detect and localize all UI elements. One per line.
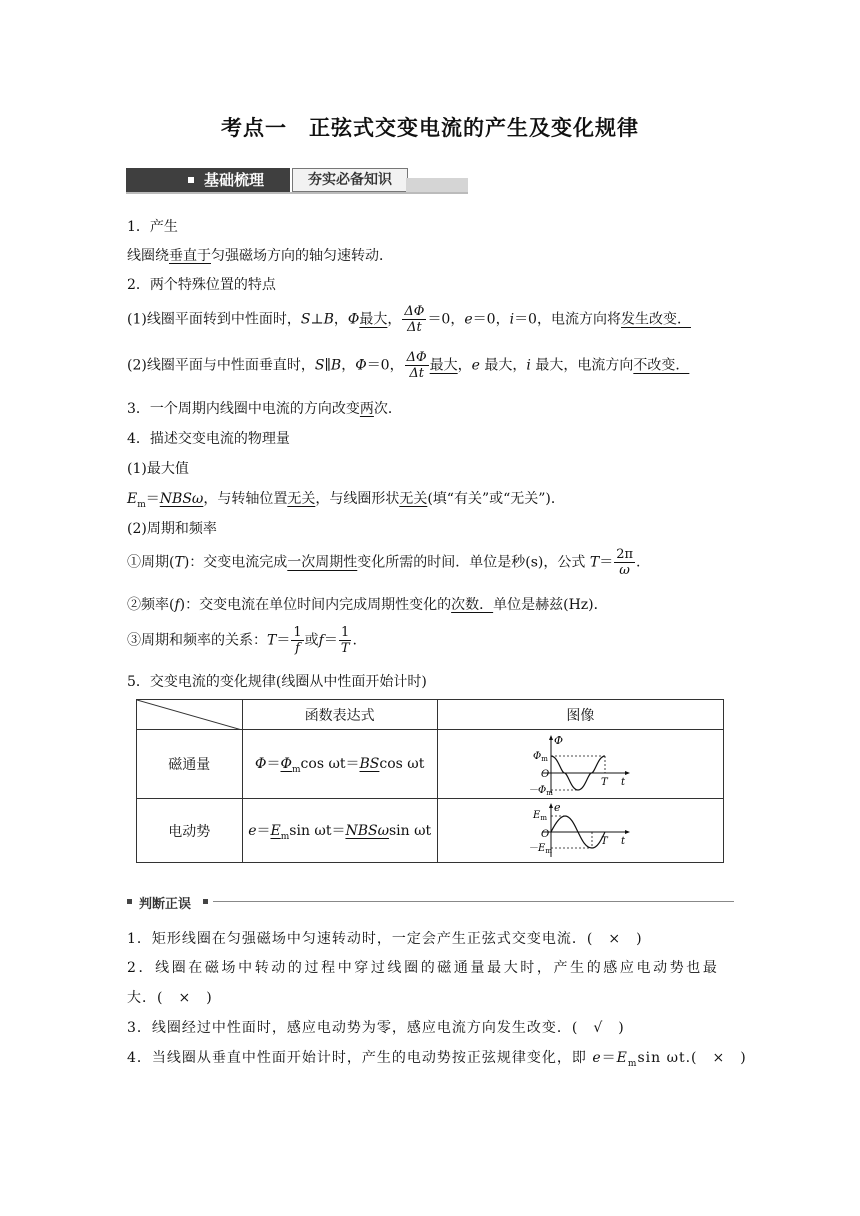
underlined-answer: NBSω	[345, 822, 389, 839]
var-t: T	[174, 554, 184, 571]
text: ＝0，	[472, 311, 510, 328]
subscript: m	[292, 764, 301, 775]
text: ，与线圈形状	[315, 491, 400, 507]
text: ②频率(	[127, 597, 175, 613]
text: 最大，电流方向	[530, 357, 634, 374]
underlined-answer: 垂直于	[169, 248, 211, 264]
text: ＝0，	[366, 357, 404, 374]
var-s: S	[300, 311, 311, 328]
graph-bottom-label: $-E_m$	[528, 842, 553, 855]
var-e: E	[270, 822, 281, 839]
row-label: 磁通量	[137, 730, 243, 799]
text: 或	[304, 632, 319, 649]
text: .	[636, 554, 641, 571]
underlined-answer: 无关	[399, 491, 428, 507]
text: 4．当线圈从垂直中性面开始计时，产生的电动势按正弦规律变化，即	[127, 1050, 593, 1066]
graph-y-label: e	[554, 801, 561, 814]
judge-item-4	[127, 1047, 747, 1069]
fraction-denominator: Δt	[409, 366, 424, 381]
var-e: e	[471, 357, 480, 374]
page-title: 考点一 正弦式交变电流的产生及变化规律	[221, 116, 639, 140]
text: ，与转轴位置	[203, 491, 288, 507]
t-axis-arrow	[625, 771, 630, 775]
fraction-numerator: 2π	[616, 547, 634, 562]
relation-line	[127, 625, 357, 656]
text: 匀强磁场方向的轴匀速转动．	[211, 248, 393, 264]
text: )：交变电流在单位时间内完成周期性变化的	[179, 597, 452, 613]
judge-item-2-line1: 2．线圈在磁场中转动的过程中穿过线圈的磁通量最大时，产生的感应电动势也最	[127, 960, 720, 976]
text: ＝	[331, 822, 346, 839]
table-row	[137, 730, 724, 799]
graph-origin-label: O	[541, 769, 550, 780]
fraction-denominator: Δt	[407, 320, 422, 335]
var-t: T	[589, 554, 600, 571]
text: ＝	[599, 554, 614, 571]
banner-underline	[126, 192, 468, 194]
graph-top-label: $\Phi_m$	[533, 751, 549, 763]
s4-p1-text	[127, 488, 565, 510]
table-header-row	[137, 700, 724, 730]
subscript: m	[137, 499, 146, 510]
text: ，	[333, 311, 348, 328]
subscript: m	[627, 1058, 638, 1069]
underlined-answer: 一次周期性	[287, 554, 358, 571]
diagonal-line	[137, 700, 242, 730]
text: ＝	[145, 491, 160, 507]
text: .	[352, 632, 357, 649]
s3-text	[127, 398, 402, 418]
underlined-answer: 次数．	[451, 597, 494, 613]
graph-y-label: Φ	[554, 734, 564, 747]
header-rule	[213, 901, 734, 902]
s2-point1	[127, 304, 691, 335]
text: cos ωt	[300, 756, 346, 773]
judge-section-header	[127, 893, 734, 911]
text: ＝	[345, 756, 360, 773]
graph-origin-label: O	[541, 828, 550, 840]
y-axis-arrow	[549, 735, 553, 740]
banner-label-box	[126, 168, 290, 192]
expression-cell	[242, 730, 437, 799]
text: ，	[341, 357, 356, 374]
s4-heading: 4．描述交变电流的物理量	[127, 431, 290, 447]
text: 线圈绕	[127, 248, 169, 264]
graph-t-label: t	[621, 777, 626, 788]
var-s: S	[314, 357, 325, 374]
text: sin ωt	[289, 822, 332, 839]
y-axis-arrow	[549, 803, 553, 808]
judge-item-2-line2: 大．( × )	[127, 990, 213, 1006]
var-phi: Φ	[255, 756, 267, 773]
var-b: B	[323, 311, 334, 328]
underlined-answer: 发生改变．	[620, 311, 691, 328]
fraction-denominator: ω	[619, 563, 630, 578]
var-phi: Φ	[347, 311, 360, 328]
text: ＝	[256, 822, 271, 839]
fraction-dphi-dt	[405, 350, 429, 381]
expression-cell	[242, 799, 437, 863]
judge-header-label: 判断正误	[139, 897, 192, 912]
fraction-numerator: ΔΦ	[406, 350, 427, 365]
underlined-answer: 两	[359, 401, 374, 417]
fraction-dphi-dt	[402, 304, 426, 335]
t-axis-arrow	[625, 830, 630, 834]
fraction-numerator: ΔΦ	[404, 304, 425, 319]
graph-cell	[437, 799, 723, 863]
var-e: e	[464, 311, 473, 328]
graph-period-label: T	[601, 835, 609, 847]
text: 次．	[373, 401, 402, 417]
square-bullet-icon	[203, 899, 208, 904]
ac-table	[136, 699, 724, 863]
fraction-denominator: T	[340, 641, 350, 656]
perp-symbol: ⊥	[310, 311, 324, 328]
square-bullet-icon	[188, 177, 194, 183]
s1-heading: 1．产生	[127, 219, 178, 235]
s4-p2-heading: (2)周期和频率	[127, 521, 217, 537]
text: ＝	[276, 632, 291, 649]
banner-label: 基础梳理	[204, 171, 265, 189]
text: cos ωt	[379, 756, 425, 773]
period-line	[127, 547, 640, 578]
var-f: f	[318, 632, 324, 649]
fraction-numerator: 1	[339, 625, 352, 641]
var-i: i	[526, 357, 531, 374]
s1-text	[127, 245, 393, 265]
underlined-answer: 最大	[359, 311, 388, 328]
header-cell-expression: 函数表达式	[242, 700, 437, 730]
section-banner	[126, 168, 468, 194]
var-e: e	[248, 822, 257, 839]
s4-p1-heading: (1)最大值	[127, 461, 189, 477]
text: sin ωt.( × )	[637, 1050, 747, 1066]
underlined-answer: BS	[359, 756, 380, 773]
diagonal-header-cell	[137, 700, 243, 730]
parallel-symbol: ∥	[324, 357, 331, 374]
graph-t-label: t	[621, 835, 626, 847]
graph-cell	[437, 730, 723, 799]
text: 单位是赫兹(Hz)．	[493, 597, 608, 613]
text: ＝	[323, 632, 338, 649]
row-label: 电动势	[137, 799, 243, 863]
text: ，	[457, 357, 472, 374]
text: ＝	[266, 756, 281, 773]
cosine-graph	[525, 733, 635, 795]
freq-line	[127, 594, 608, 614]
underlined-answer: 不改变．	[633, 357, 690, 374]
underlined-answer: NBSω	[159, 491, 204, 507]
var-i: i	[509, 311, 515, 328]
var-e: E	[127, 491, 138, 507]
s2-heading: 2．两个特殊位置的特点	[127, 277, 276, 293]
fraction-numerator: 1	[293, 625, 302, 640]
graph-bottom-label: $-\Phi_m$	[528, 785, 554, 795]
fraction-1-t	[339, 625, 352, 656]
banner-tag: 夯实必备知识	[292, 168, 408, 192]
text: ③周期和频率的关系：	[127, 632, 267, 649]
text: )：交变电流完成	[183, 554, 288, 571]
text: ＝0，电流方向将	[514, 311, 621, 328]
fraction-1-f	[291, 625, 303, 656]
text: 最大，	[479, 357, 527, 374]
text: ，	[387, 311, 402, 328]
s5-heading: 5．交变电流的变化规律(线圈从中性面开始计时)	[127, 674, 427, 690]
text: (2)线圈平面与中性面垂直时，	[127, 357, 315, 374]
fraction-2pi-omega	[614, 547, 635, 578]
text: sin ωt	[389, 822, 432, 839]
square-bullet-icon	[127, 899, 132, 904]
var-t: T	[267, 632, 277, 649]
s2-point2	[127, 350, 689, 381]
judge-item-1: 1．矩形线圈在匀强磁场中匀速转动时，一定会产生正弦式交变电流．( × )	[127, 931, 643, 947]
underlined-answer: 最大	[429, 357, 458, 374]
text: 3．一个周期内线圈中电流的方向改变	[127, 401, 360, 417]
sine-graph	[525, 802, 635, 860]
text: 变化所需的时间．单位是秒(s)，公式	[357, 554, 590, 571]
text: ＝	[601, 1050, 617, 1066]
var-phi: Φ	[355, 357, 367, 374]
text: (填“有关”或“无关”)．	[427, 491, 565, 507]
judge-item-3: 3．线圈经过中性面时，感应电动势为零，感应电流方向发生改变．( √ )	[127, 1020, 625, 1036]
var-e: e	[592, 1050, 602, 1066]
graph-period-label: T	[601, 777, 609, 788]
fraction-denominator: f	[295, 641, 300, 656]
table-row	[137, 799, 724, 863]
text: ＝0，	[427, 311, 465, 328]
var-f: f	[174, 597, 180, 613]
var-b: B	[330, 357, 342, 374]
header-cell-graph: 图像	[437, 700, 723, 730]
var-phi: Φ	[280, 756, 292, 773]
text: (1)线圈平面转到中性面时，	[127, 311, 301, 328]
subscript: m	[280, 831, 290, 842]
underlined-answer: 无关	[287, 491, 316, 507]
var-e: E	[616, 1050, 628, 1066]
text: ①周期(	[127, 554, 175, 571]
graph-top-label: $E_m$	[533, 809, 548, 822]
